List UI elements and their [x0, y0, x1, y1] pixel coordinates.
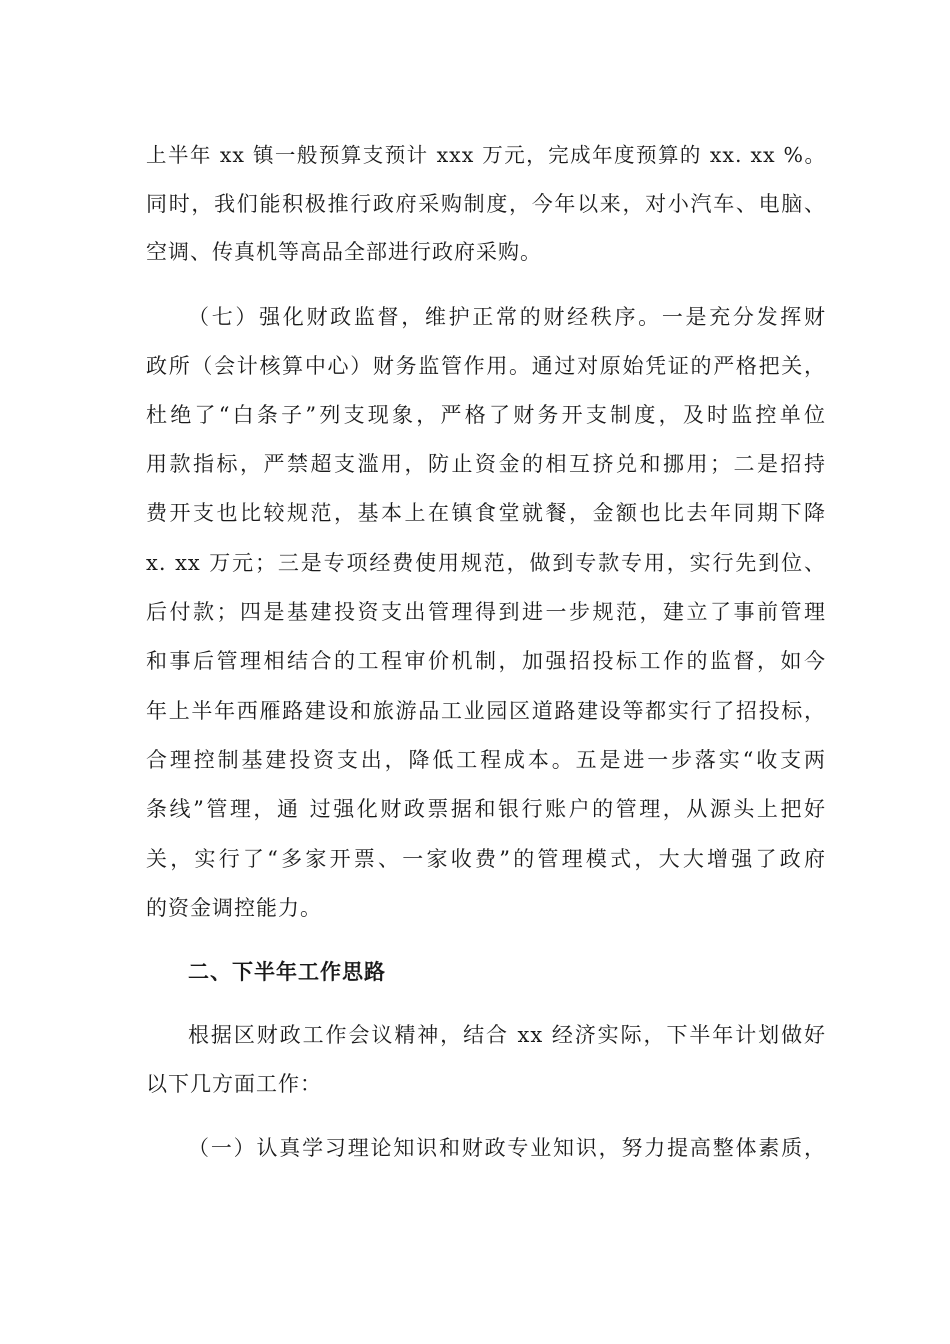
paragraph-2-line-13: 的资金调控能力。 [146, 896, 322, 920]
paragraph-1-line-3: 空调、传真机等高品全部进行政府采购。 [146, 240, 542, 264]
paragraph-1-line-2: 同时，我们能积极推行政府采购制度，今年以来，对小汽车、电脑、 [146, 192, 826, 216]
paragraph-1-line-1: 上半年 xx 镇一般预算支预计 xxx 万元，完成年度预算的 xx. xx %。 [146, 143, 826, 167]
paragraph-2-line-5: 费开支也比较规范，基本上在镇食堂就餐，金额也比去年同期下降 [146, 501, 826, 525]
paragraph-4-line-1: （一）认真学习理论知识和财政专业知识，努力提高整体素质， [188, 1136, 826, 1160]
paragraph-2-line-9: 年上半年西雁路建设和旅游品工业园区道路建设等都实行了招投标， [146, 699, 826, 723]
paragraph-2-line-1: （七）强化财政监督，维护正常的财经秩序。一是充分发挥财 [188, 305, 826, 329]
section-heading: 二、下半年工作思路 [188, 960, 386, 984]
paragraph-2-line-3: 杜绝了“白条子”列支现象，严格了财务开支制度，及时监控单位 [146, 403, 826, 427]
paragraph-3-line-2: 以下几方面工作： [146, 1072, 322, 1096]
paragraph-2-line-7: 后付款；四是基建投资支出管理得到进一步规范，建立了事前管理 [146, 600, 826, 624]
paragraph-2-line-11: 条线”管理，通 过强化财政票据和银行账户的管理，从源头上把好 [146, 797, 826, 821]
paragraph-3-line-1: 根据区财政工作会议精神，结合 xx 经济实际，下半年计划做好 [188, 1023, 826, 1047]
paragraph-2-line-8: 和事后管理相结合的工程审价机制，加强招投标工作的监督，如今 [146, 649, 826, 673]
paragraph-2-line-12: 关，实行了“多家开票、一家收费”的管理模式，大大增强了政府 [146, 847, 826, 871]
paragraph-2-line-4: 用款指标，严禁超支滥用，防止资金的相互挤兑和挪用；二是招持 [146, 452, 826, 476]
paragraph-2-line-6: x. xx 万元；三是专项经费使用规范，做到专款专用，实行先到位、 [146, 551, 826, 575]
paragraph-2-line-2: 政所（会计核算中心）财务监管作用。通过对原始凭证的严格把关， [146, 354, 826, 378]
paragraph-2-line-10: 合理控制基建投资支出，降低工程成本。五是进一步落实“收支两 [146, 748, 826, 772]
